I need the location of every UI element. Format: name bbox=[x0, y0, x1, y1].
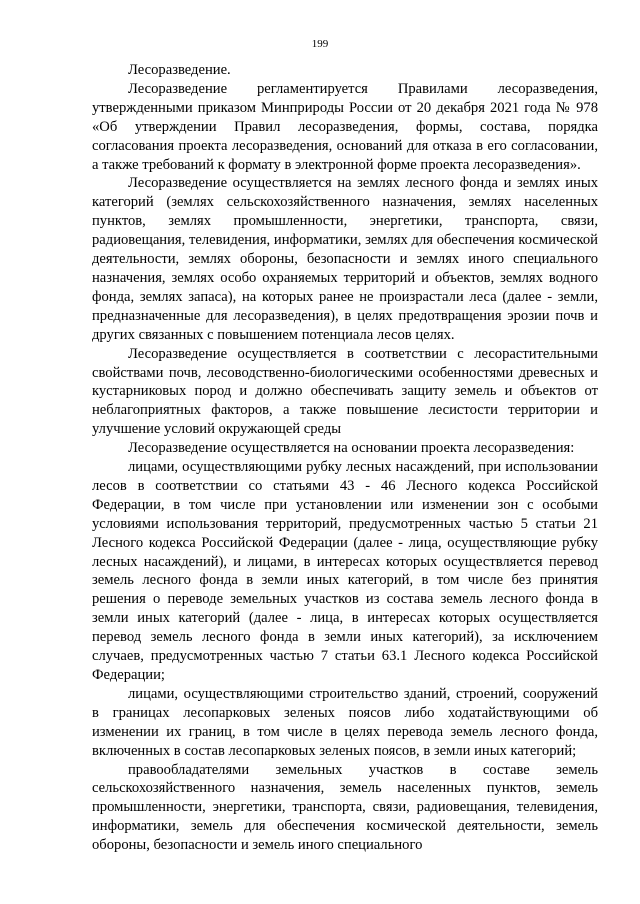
paragraph: Лесоразведение осуществляется на землях лесного фонда и землях иных категорий (землях сельскохозяйственного назначения, землях населенных пунктов, землях промышленности, энергетики, транспорта, связи, радиовещания, телевидения, информатики, землях для обеспечения космической деятельности, землях обороны, безопасности и землях иного специального назначения, землях особо охраняемых территорий и объектов, землях водного фонда, землях запаса), на которых ранее не произрастали леса (далее - земли, предназначенные для лесоразведения), в целях предотвращения эрозии почв и других связанных с повышением потенциала лесов целях. bbox=[92, 175, 598, 343]
paragraph: Лесоразведение регламентируется Правилами лесоразведения, утвержденными приказом Минприроды России от 20 декабря 2021 года № 978 «Об утверждении Правил лесоразведения, формы, состава, порядка согласования проекта лесоразведения, оснований для отказа в его согласовании, а также требований к формату в электронной форме проекта лесоразведения». bbox=[92, 80, 598, 173]
page-number: 199 bbox=[311, 38, 329, 50]
paragraph: лицами, осуществляющими рубку лесных насаждений, при использовании лесов в соответствии со статьями 43 - 46 Лесного кодекса Российской Федерации, в том числе при установлении или изменении зон с особыми условиями использования территорий, предусмотренных частью 5 статьи 21 Лесного кодекса Российской Федерации (далее - лица, осуществляющие рубку лесных насаждений), и лицами, в интересах которых осуществляется перевод земель лесного фонда в земли иных категорий, в том числе без принятия решения о переводе земельных участков из состава земель лесного фонда в земли иных категорий (далее - лица, в интересах которых осуществляется перевод земель лесного фонда в земли иных категорий), за исключением случаев, предусмотренных частью 7 статьи 63.1 Лесного кодекса Российской Федерации; bbox=[92, 459, 598, 683]
paragraph: лицами, осуществляющими строительство зданий, строений, сооружений в границах лесопарковых зеленых поясов либо ходатайствующими об изменении их границ, в том числе в целях перевода земель лесного фонда, включенных в состав лесопарковых зеленых поясов, в земли иных категорий; bbox=[92, 685, 598, 759]
paragraph: правообладателями земельных участков в составе земель сельскохозяйственного назначения, земель населенных пунктов, земель промышленности, энергетики, транспорта, связи, радиовещания, телевидения, информатики, земель для обеспечения космической деятельности, земель обороны, безопасности и земель иного специального bbox=[92, 761, 598, 854]
paragraph: Лесоразведение осуществляется в соответствии с лесорастительными свойствами почв, лесоводственно-биологическими особенностями древесных и кустарниковых пород и должно обеспечивать защиту земель и объектов от неблагоприятных факторов, а также повышение лесистости территории и улучшение условий окружающей среды bbox=[92, 345, 598, 438]
document-body bbox=[92, 61, 598, 855]
paragraph-heading: Лесоразведение. bbox=[128, 62, 231, 78]
paragraph: Лесоразведение осуществляется на основании проекта лесоразведения: bbox=[128, 440, 575, 457]
